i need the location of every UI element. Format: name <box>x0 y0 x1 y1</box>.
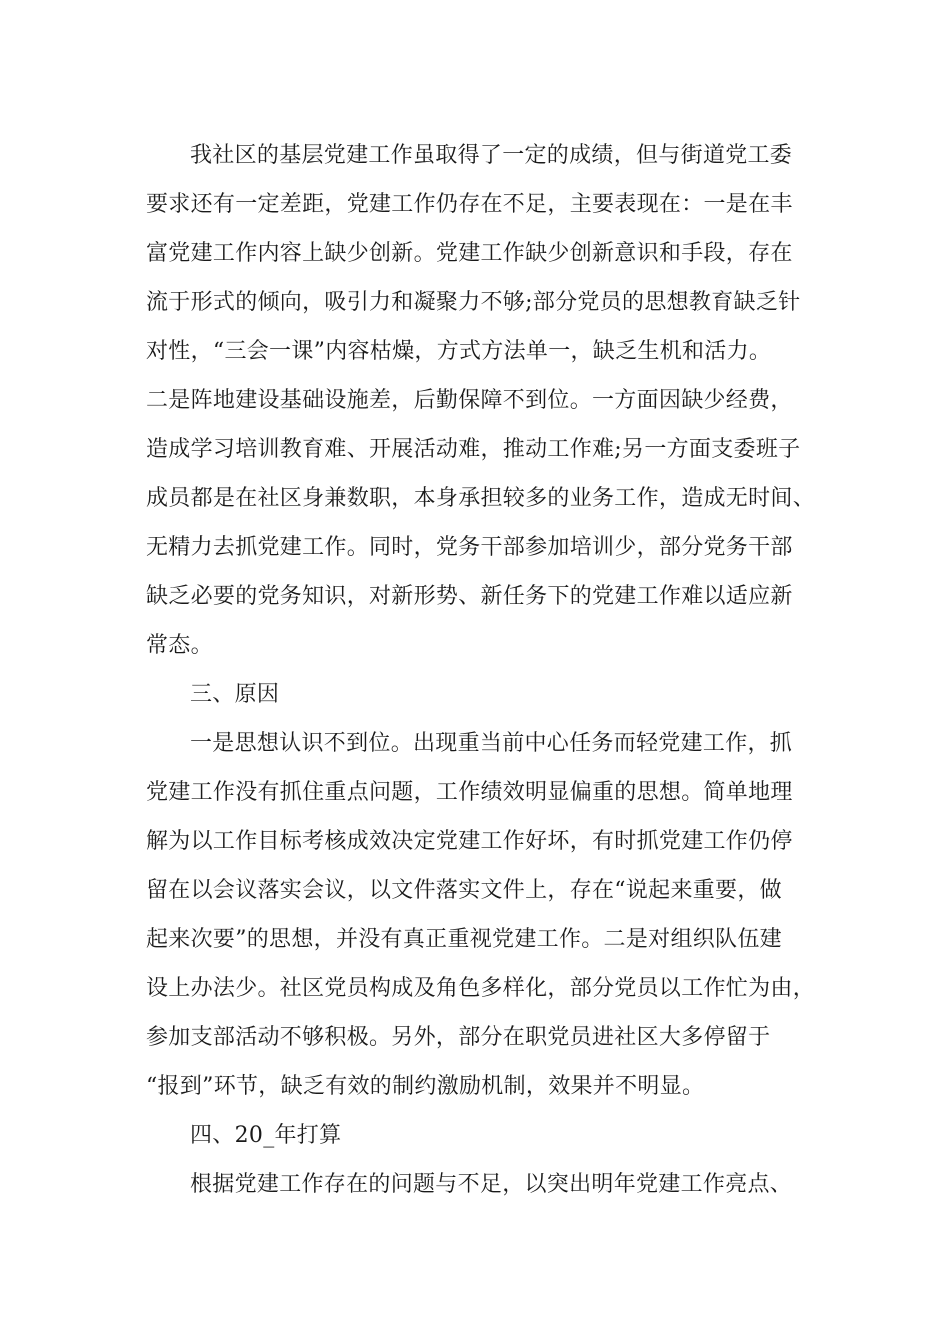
paragraph-line: 造成学习培训教育难、开展活动难，推动工作难;另一方面支委班子 <box>146 437 801 462</box>
paragraph-line: 流于形式的倾向，吸引力和凝聚力不够;部分党员的思想教育缺乏针 <box>146 290 801 315</box>
paragraph-line: 设上办法少。社区党员构成及角色多样化，部分党员以工作忙为由， <box>146 976 816 1001</box>
document-body <box>146 131 826 1209</box>
paragraph-line: 党建工作没有抓住重点问题，工作绩效明显偏重的思想。简单地理 <box>146 780 793 805</box>
paragraph-line: 常态。 <box>146 633 213 658</box>
paragraph-line: 留在以会议落实会议，以文件落实文件上，存在“说起来重要，做 <box>146 878 782 903</box>
paragraph-line: 成员都是在社区身兼数职，本身承担较多的业务工作，造成无时间、 <box>146 486 816 511</box>
section-heading-causes: 三、原因 <box>190 682 280 707</box>
paragraph-line: 解为以工作目标考核成效决定党建工作好坏，有时抓党建工作仍停 <box>146 829 793 854</box>
paragraph-line: 二是阵地建设基础设施差，后勤保障不到位。一方面因缺少经费， <box>146 388 793 413</box>
paragraph-line: 一是思想认识不到位。出现重当前中心任务而轻党建工作，抓 <box>190 731 793 756</box>
paragraph-line: 无精力去抓党建工作。同时，党务干部参加培训少，部分党务干部 <box>146 535 793 560</box>
section-heading-plan: 四、20_年打算 <box>190 1123 342 1148</box>
paragraph-line: 参加支部活动不够积极。另外，部分在职党员进社区大多停留于 <box>146 1025 771 1050</box>
paragraph-line: 要求还有一定差距，党建工作仍存在不足，主要表现在：一是在丰 <box>146 192 793 217</box>
paragraph-line: 富党建工作内容上缺少创新。党建工作缺少创新意识和手段，存在 <box>146 241 793 266</box>
paragraph-line: 对性，“三会一课”内容枯燥，方式方法单一，缺乏生机和活力。 <box>146 339 772 364</box>
paragraph-line: “报到”环节，缺乏有效的制约激励机制，效果并不明显。 <box>146 1074 705 1099</box>
paragraph-line: 我社区的基层党建工作虽取得了一定的成绩，但与街道党工委 <box>190 143 793 168</box>
paragraph-line: 起来次要”的思想，并没有真正重视党建工作。二是对组织队伍建 <box>146 927 782 952</box>
paragraph-line: 根据党建工作存在的问题与不足，以突出明年党建工作亮点、 <box>190 1172 793 1197</box>
paragraph-line: 缺乏必要的党务知识，对新形势、新任务下的党建工作难以适应新 <box>146 584 793 609</box>
